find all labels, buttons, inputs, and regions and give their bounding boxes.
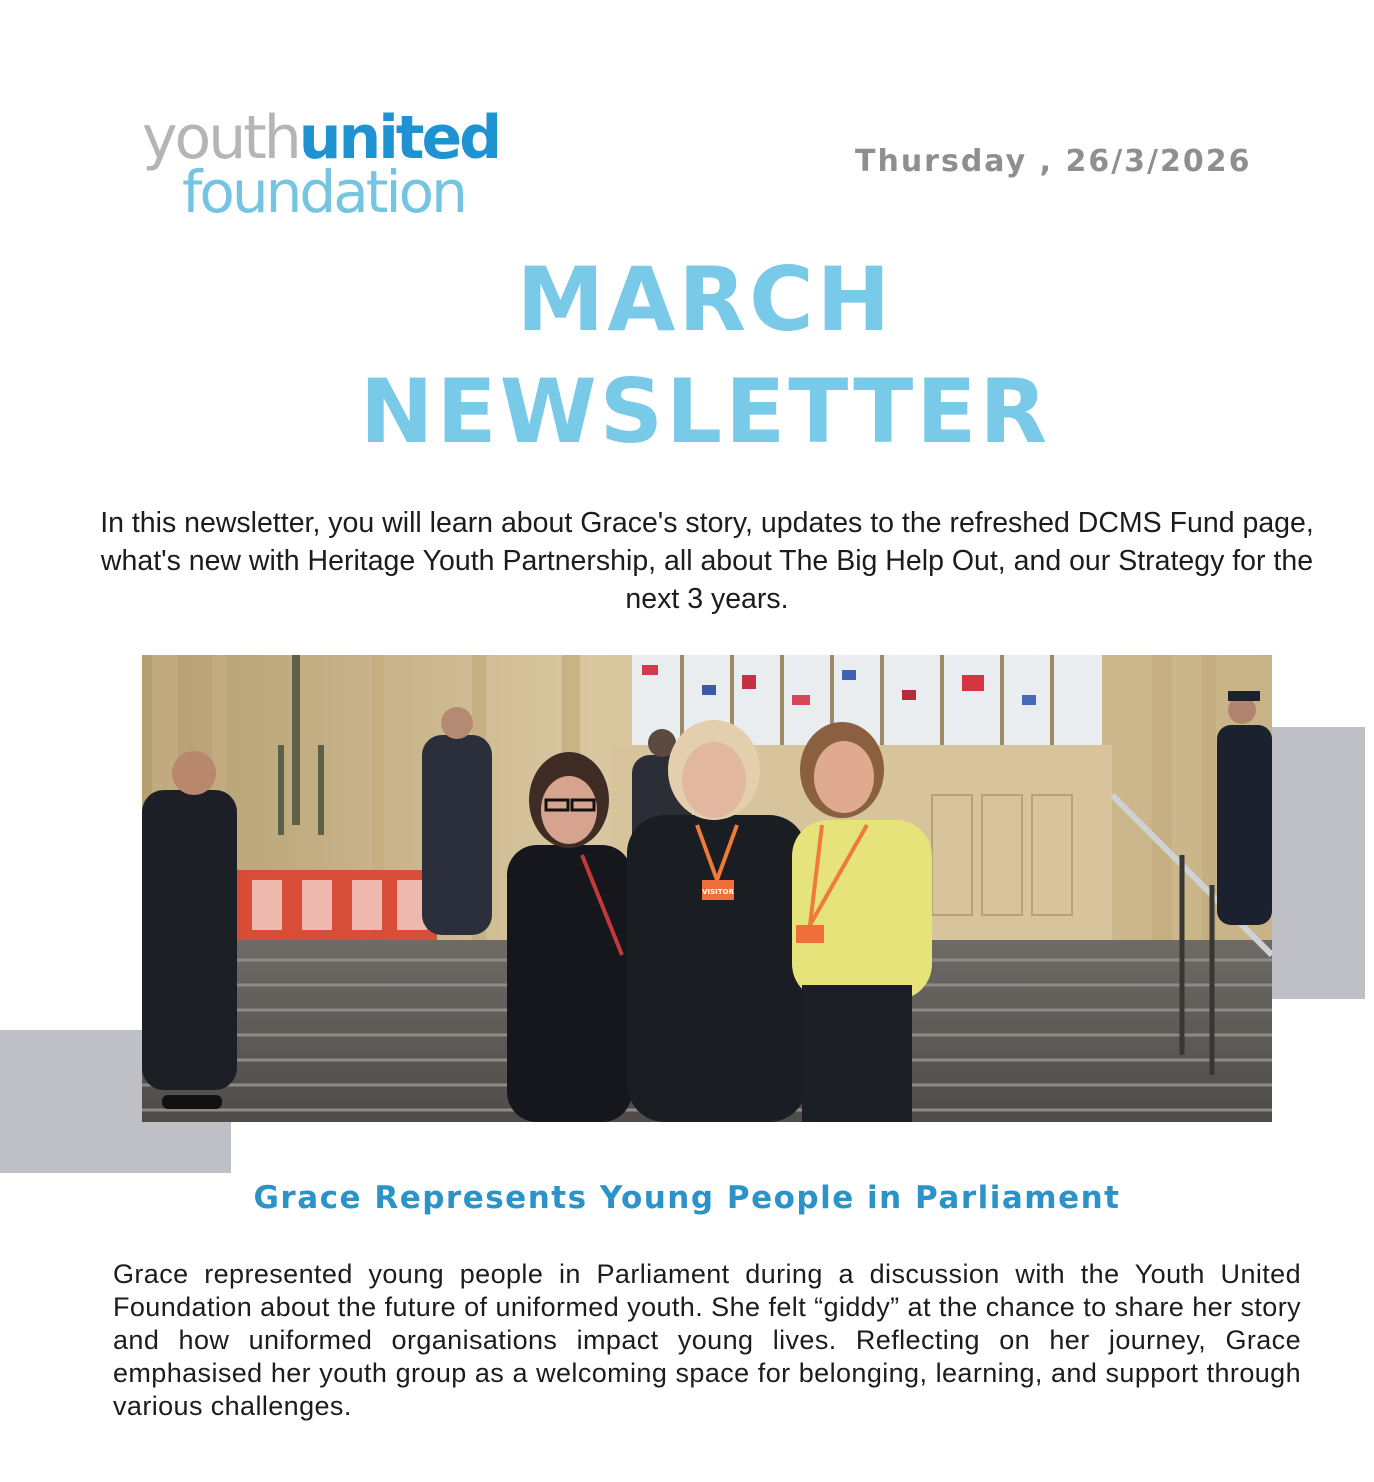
logo-word-youth: youth <box>142 103 299 173</box>
logo-word-united: united <box>298 103 500 173</box>
youth-united-foundation-logo <box>142 103 502 226</box>
parliament-group-photo <box>142 655 1272 1122</box>
newsletter-title-word: NEWSLETTER <box>359 360 1051 463</box>
article-body: Grace represented young people in Parliament during a discussion with the Youth United Foundation about the future of uniformed youth. She felt “giddy” at the chance to share her story and how uniformed organisations impact young lives. Reflecting on her journey, Grace emphasised her youth group as a welcoming space for belonging, learning, and support through various challenges. <box>113 1259 1301 1421</box>
newsletter-date: Thursday , 26/3/2026 <box>855 144 1252 179</box>
decorative-gray-block-right <box>1272 727 1365 999</box>
svg-text:VISITOR: VISITOR <box>702 888 734 896</box>
article-heading: Grace Represents Young People in Parliament <box>253 1180 1121 1216</box>
newsletter-title-month: MARCH <box>516 248 894 351</box>
photo-illustration <box>142 655 1272 1122</box>
logo-word-foundation: foundation <box>182 158 465 226</box>
intro-paragraph: In this newsletter, you will learn about Grace's story, updates to the refreshed DCMS Fund page, what's new with Heritage Youth Partnership, all about The Big Help Out, and our Strategy for the next 3 years. <box>100 507 1314 615</box>
